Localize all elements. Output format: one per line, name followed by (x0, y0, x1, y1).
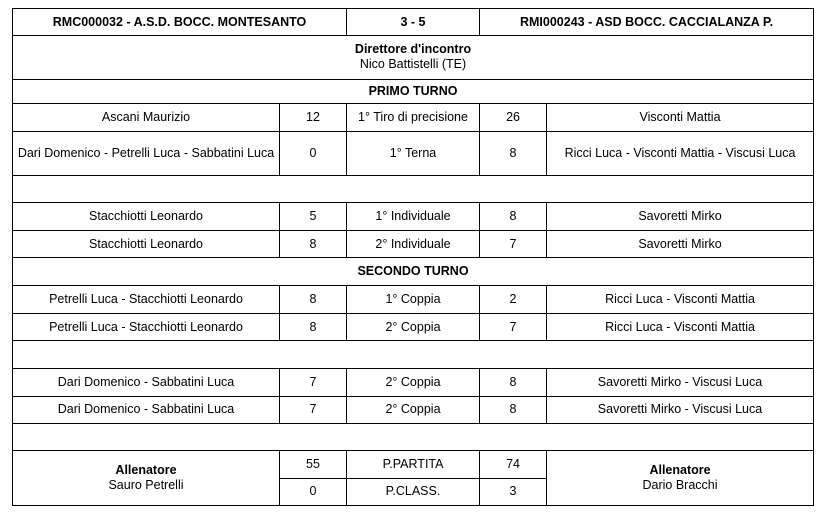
blank-separator (13, 424, 814, 451)
home-score: 7 (280, 396, 347, 423)
away-score: 26 (480, 103, 547, 131)
game-row (13, 202, 814, 230)
away-players: Savoretti Mirko (547, 202, 814, 230)
match-report-table (12, 8, 814, 506)
game-type: 2° Coppia (347, 313, 480, 340)
footer-row (13, 451, 814, 478)
away-players: Ricci Luca - Visconti Mattia - Viscusi Luca (547, 132, 814, 175)
game-type: 2° Coppia (347, 368, 480, 396)
blank-separator-row (13, 424, 814, 451)
home-class-points: 0 (280, 478, 347, 505)
blank-separator-row (13, 175, 814, 202)
blank-separator (13, 175, 814, 202)
away-players: Savoretti Mirko - Viscusi Luca (547, 396, 814, 423)
game-row (13, 132, 814, 175)
home-players: Stacchiotti Leonardo (13, 202, 280, 230)
director-label: Direttore d'incontro (354, 42, 472, 57)
home-score: 5 (280, 202, 347, 230)
away-score: 2 (480, 285, 547, 313)
partita-label: P.PARTITA (347, 451, 480, 478)
away-coach-name: Dario Bracchi (642, 478, 718, 493)
home-score: 7 (280, 368, 347, 396)
away-score: 7 (480, 231, 547, 258)
away-score: 8 (480, 396, 547, 423)
away-score: 7 (480, 313, 547, 340)
away-score: 8 (480, 368, 547, 396)
away-team-name: RMI000243 - ASD BOCC. CACCIALANZA P. (480, 9, 814, 36)
home-players: Dari Domenico - Sabbatini Luca (13, 368, 280, 396)
away-coach-cell (547, 451, 814, 506)
home-players: Petrelli Luca - Stacchiotti Leonardo (13, 313, 280, 340)
away-players: Savoretti Mirko (547, 231, 814, 258)
game-type: 2° Individuale (347, 231, 480, 258)
home-partita-points: 55 (280, 451, 347, 478)
game-row (13, 231, 814, 258)
game-type: 1° Terna (347, 132, 480, 175)
away-coach-label: Allenatore (649, 463, 711, 478)
game-row (13, 368, 814, 396)
home-score: 0 (280, 132, 347, 175)
home-coach-cell (13, 451, 280, 506)
first-round-title: PRIMO TURNO (13, 79, 814, 103)
home-score: 8 (280, 313, 347, 340)
director-name: Nico Battistelli (TE) (359, 57, 467, 72)
home-players: Stacchiotti Leonardo (13, 231, 280, 258)
away-players: Savoretti Mirko - Viscusi Luca (547, 368, 814, 396)
director-cell (13, 36, 814, 79)
section-row (13, 79, 814, 103)
director-row (13, 36, 814, 79)
match-score: 3 - 5 (347, 9, 480, 36)
home-coach-label: Allenatore (115, 463, 177, 478)
game-row (13, 313, 814, 340)
second-round-title: SECONDO TURNO (13, 258, 814, 285)
away-players: Ricci Luca - Visconti Mattia (547, 285, 814, 313)
game-type: 2° Coppia (347, 396, 480, 423)
away-score: 8 (480, 202, 547, 230)
home-players: Petrelli Luca - Stacchiotti Leonardo (13, 285, 280, 313)
home-score: 12 (280, 103, 347, 131)
home-team-name: RMC000032 - A.S.D. BOCC. MONTESANTO (13, 9, 347, 36)
blank-separator (13, 341, 814, 368)
game-row (13, 396, 814, 423)
home-score: 8 (280, 231, 347, 258)
away-partita-points: 74 (480, 451, 547, 478)
home-players: Dari Domenico - Sabbatini Luca (13, 396, 280, 423)
section-row (13, 258, 814, 285)
home-coach-name: Sauro Petrelli (108, 478, 184, 493)
away-players: Ricci Luca - Visconti Mattia (547, 313, 814, 340)
game-row (13, 285, 814, 313)
game-type: 1° Individuale (347, 202, 480, 230)
blank-separator-row (13, 341, 814, 368)
home-players: Dari Domenico - Petrelli Luca - Sabbatini Luca (13, 132, 280, 175)
away-class-points: 3 (480, 478, 547, 505)
header-row (13, 9, 814, 36)
away-score: 8 (480, 132, 547, 175)
home-score: 8 (280, 285, 347, 313)
game-type: 1° Coppia (347, 285, 480, 313)
class-label: P.CLASS. (347, 478, 480, 505)
home-players: Ascani Maurizio (13, 103, 280, 131)
game-row (13, 103, 814, 131)
game-type: 1° Tiro di precisione (347, 103, 480, 131)
away-players: Visconti Mattia (547, 103, 814, 131)
